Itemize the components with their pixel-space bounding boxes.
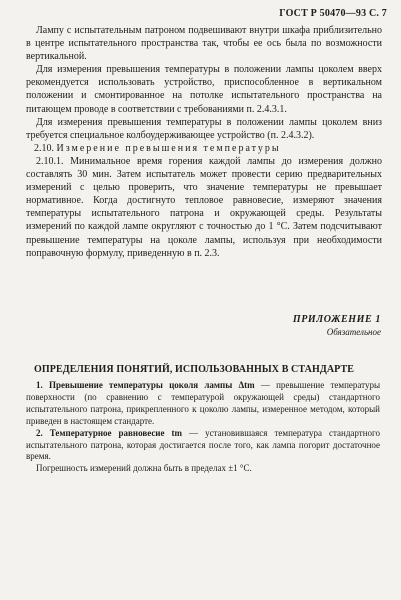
definition-text: — превышение температуры поверхности (по сравнению с температурой окружающей среды) стандартного испытательного патрона, прикрепленного к цоколю лампы, измеренное методом, который приведен в настоящем стандарте. bbox=[26, 380, 381, 426]
appendix-subtitle: Обязательное bbox=[326, 327, 381, 337]
definition-term: 1. Превышение температуры цоколя лампы Δtm bbox=[36, 380, 255, 390]
paragraph: Для измерения превышения температуры в положении лампы цоколем вверх рекомендуется использовать устройство, приспособленное в вертикальном положении и смонтированное на потолке испытательного пространства на питающем проводе в соответствии с требованиями п. 2.4.3.1. bbox=[26, 64, 382, 115]
section-number: 2.10. bbox=[34, 142, 54, 154]
error-note: Погрешность измерений должна быть в пределах ±1 °С. bbox=[36, 463, 252, 474]
main-text bbox=[26, 24, 382, 260]
definition-item bbox=[26, 428, 380, 464]
appendix-label bbox=[293, 313, 381, 339]
paragraph: Лампу с испытательным патроном подвешивают внутри шкафа приблизительно в центре испытательного пространства так, чтобы ее ось была по возможности вертикальной. bbox=[26, 25, 382, 63]
definition-item bbox=[26, 380, 380, 428]
appendix-title: ПРИЛОЖЕНИЕ 1 bbox=[292, 314, 381, 325]
paragraph: 2.10.1. Минимальное время горения каждой лампы до измерения должно составлять 30 мин. Затем испытатель может провести серию предварительных измерений с целью проверить, что значение температуры не превышает нормативное. Когда достигнуто тепловое равновесие, измеряют значения температуры испытательного патрона и окружающей среды. Результаты измерений по каждой лампе округляют с точностью до 1 °С. Затем подсчитывают превышение температуры на цоколе лампы, используя при необходимости поправочную формулу, приведенную в п. 2.3. bbox=[26, 155, 382, 259]
definition-term: 2. Температурное равновесие tm bbox=[36, 427, 183, 438]
definitions-list bbox=[26, 380, 380, 475]
section-heading bbox=[26, 142, 382, 155]
page-header: ГОСТ Р 50470—93 С. 7 bbox=[279, 8, 387, 19]
definitions-title: ОПРЕДЕЛЕНИЯ ПОНЯТИЙ, ИСПОЛЬЗОВАННЫХ В СТАНДАРТЕ bbox=[34, 364, 355, 375]
definition-text: — установившаяся температура стандартного испытательного патрона, которая достигается после того, как лампа погорит достаточное время. bbox=[26, 427, 381, 462]
paragraph: Для измерения превышения температуры в положении лампы цоколем вниз требуется специальное колбоудерживающее устройство (п. 2.4.3.2). bbox=[26, 116, 382, 141]
section-title: Измерение превышения температуры bbox=[56, 142, 281, 154]
